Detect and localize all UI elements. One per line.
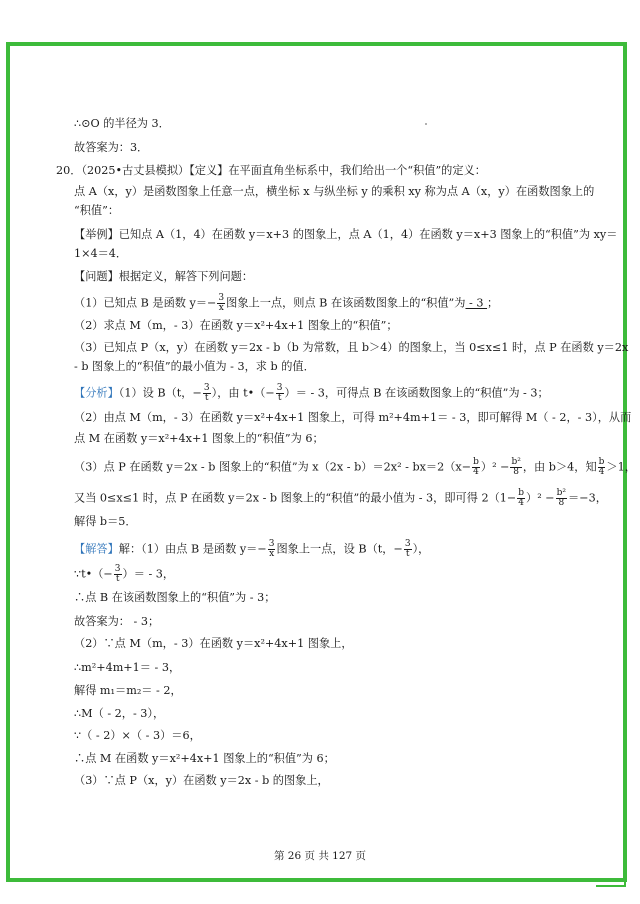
analysis-3-a: （3）点 P 在函数 y＝2x - b 图象上的“积值”为 x（2x - b）＝2x² - bx＝2（x− bbox=[74, 460, 472, 474]
solution-1-b: 图象上一点，设 B（t，− bbox=[276, 542, 403, 556]
analysis-3-cont-b: ）² − bbox=[526, 491, 555, 505]
solution-1-because bbox=[74, 565, 174, 584]
frac-den: 4 bbox=[473, 467, 479, 477]
solution-2-product: ∵（ - 2）×（ - 3）＝6， bbox=[74, 729, 201, 742]
analysis-1-c: ）＝ - 3，可得点 B 在该函数图象上的“积值”为 - 3； bbox=[284, 386, 549, 400]
frac-den: t bbox=[405, 549, 410, 559]
analysis-3-cont bbox=[74, 489, 607, 508]
question-header: 【问题】根据定义，解答下列问题： bbox=[74, 270, 254, 283]
example-line-2: 1×4＝4． bbox=[74, 247, 128, 260]
fraction-3-over-x bbox=[217, 294, 225, 313]
solution-2: （2）∵点 M（m，- 3）在函数 y＝x²+4x+1 图象上， bbox=[74, 637, 353, 650]
solution-1 bbox=[74, 540, 429, 559]
solution-tag: 【解答】 bbox=[74, 542, 119, 556]
question-3: （3）已知点 P（x，y）在函数 y＝2x - b（b 为常数，且 b＞4）的图象上，当 0≤x≤1 时，点 P 在函数 y＝2x bbox=[74, 341, 629, 354]
analysis-3 bbox=[74, 458, 636, 477]
question-1 bbox=[74, 294, 498, 313]
analysis-2-cont: 点 M 在函数 y＝x²+4x+1 图象上的“积值”为 6； bbox=[74, 432, 324, 445]
q1-text-d: ； bbox=[487, 296, 499, 310]
analysis-3-cont-a: 又当 0≤x≤1 时，点 P 在函数 y＝2x - b 图象上的“积值”的最小值为 - 3，即可得 2（1− bbox=[74, 491, 517, 505]
q1-answer-blank: - 3 bbox=[465, 296, 488, 310]
problem-20-title: 20．（2025•古丈县模拟）【定义】在平面直角坐标系中，我们给出一个“积值”的定义： bbox=[56, 164, 486, 177]
frac-num: 3 bbox=[114, 564, 121, 574]
frac-num: 3 bbox=[268, 539, 275, 549]
solution-1-therefore: ∴点 B 在该函数图象上的“积值”为 - 3； bbox=[74, 591, 276, 604]
solution-2-solve: 解得 m₁＝m₂＝ - 2， bbox=[74, 684, 182, 697]
fraction-b-over-4 bbox=[517, 489, 525, 508]
analysis-1-b: ），由 t•（− bbox=[211, 386, 275, 400]
solution-1-c: ）， bbox=[412, 542, 430, 556]
line-radius: ∴⊙O 的半径为 3． bbox=[74, 117, 170, 130]
definition-line: 点 A（x，y）是函数图象上任意一点，横坐标 x 与纵坐标 y 的乘积 xy 称为点 A（x，y）在函数图象上的 bbox=[74, 185, 595, 198]
frac-num: 3 bbox=[404, 539, 411, 549]
solution-2-result: ∴点 M 在函数 y＝x²+4x+1 图象上的“积值”为 6； bbox=[74, 752, 335, 765]
fraction-b-over-4 bbox=[472, 458, 480, 477]
frac-den: x bbox=[269, 549, 275, 559]
analysis-3-c: ，由 b＞4，知 bbox=[522, 460, 597, 474]
analysis-tag: 【分析】 bbox=[74, 386, 119, 400]
frac-num: b bbox=[473, 457, 479, 467]
fraction-b2-over-8 bbox=[510, 458, 521, 477]
solution-1-because-a: ∵t•（− bbox=[74, 567, 113, 581]
frac-den: t bbox=[115, 574, 120, 584]
question-3-cont: - b 图象上的“积值”的最小值为 - 3，求 b 的值． bbox=[74, 360, 315, 373]
fraction-3-over-x bbox=[268, 540, 276, 559]
page-footer: 第 26 页 共 127 页 bbox=[273, 850, 367, 862]
frac-num: 3 bbox=[203, 383, 210, 393]
fraction-3-over-t bbox=[276, 384, 284, 403]
solution-3: （3）∵点 P（x，y）在函数 y＝2x - b 的图象上， bbox=[74, 774, 329, 787]
solution-1-because-b: ）＝ - 3， bbox=[122, 567, 175, 581]
analysis-3-cont-c: ＝−3， bbox=[568, 491, 607, 505]
corner-bracket bbox=[596, 871, 626, 887]
fraction-b2-over-8 bbox=[556, 489, 567, 508]
frac-den: 4 bbox=[598, 467, 605, 477]
frac-den: t bbox=[204, 393, 209, 403]
frac-den: t bbox=[277, 393, 282, 403]
analysis-3-b: ）² − bbox=[480, 460, 510, 474]
frac-num: 3 bbox=[218, 293, 225, 303]
frac-den: 8 bbox=[513, 467, 520, 477]
frac-num: 3 bbox=[276, 383, 283, 393]
solution-2-eq: ∴m²+4m+1＝ - 3， bbox=[74, 661, 181, 674]
example-line: 【举例】已知点 A（1，4）在函数 y＝x+3 的图象上，点 A（1，4）在函数 y＝x+3 图象上的“积值”为 xy＝ bbox=[74, 228, 618, 241]
analysis-2: （2）由点 M（m，- 3）在函数 y＝x²+4x+1 图象上，可得 m²+4m+1＝ - 3，即可解得 M（ - 2，- 3），从而 bbox=[74, 411, 632, 424]
analysis-3-d: ＞1， bbox=[606, 460, 636, 474]
definition-line-2: “积值”： bbox=[74, 204, 120, 217]
frac-num: b bbox=[518, 488, 525, 498]
analysis-1 bbox=[74, 384, 549, 403]
analysis-result: 解得 b＝5． bbox=[74, 515, 137, 528]
q1-text-a: （1）已知点 B 是函数 y＝− bbox=[74, 296, 217, 310]
fraction-b-over-4 bbox=[598, 458, 606, 477]
frac-den: 4 bbox=[518, 498, 525, 508]
stray-dot bbox=[425, 123, 427, 125]
analysis-1-a: （1）设 B（t，− bbox=[118, 386, 202, 400]
fraction-3-over-t bbox=[114, 565, 122, 584]
solution-1-answer: 故答案为： - 3； bbox=[74, 615, 160, 628]
fraction-3-over-t bbox=[404, 540, 412, 559]
fraction-3-over-t bbox=[203, 384, 211, 403]
question-2: （2）求点 M（m，- 3）在函数 y＝x²+4x+1 图象上的“积值”； bbox=[74, 319, 398, 332]
frac-den: x bbox=[218, 303, 224, 313]
frac-num: b² bbox=[511, 457, 521, 467]
frac-den: 8 bbox=[558, 498, 565, 508]
solution-1-a: 解：（1）由点 B 是函数 y＝− bbox=[118, 542, 267, 556]
q1-text-b: 图象上一点，则点 B 在该函数图象上的“积值”为 bbox=[226, 296, 466, 310]
frac-num: b bbox=[598, 457, 605, 467]
solution-2-point: ∴M（ - 2，- 3）， bbox=[74, 707, 165, 720]
line-answer-3: 故答案为：3． bbox=[74, 141, 149, 154]
frac-num: b² bbox=[556, 488, 567, 498]
